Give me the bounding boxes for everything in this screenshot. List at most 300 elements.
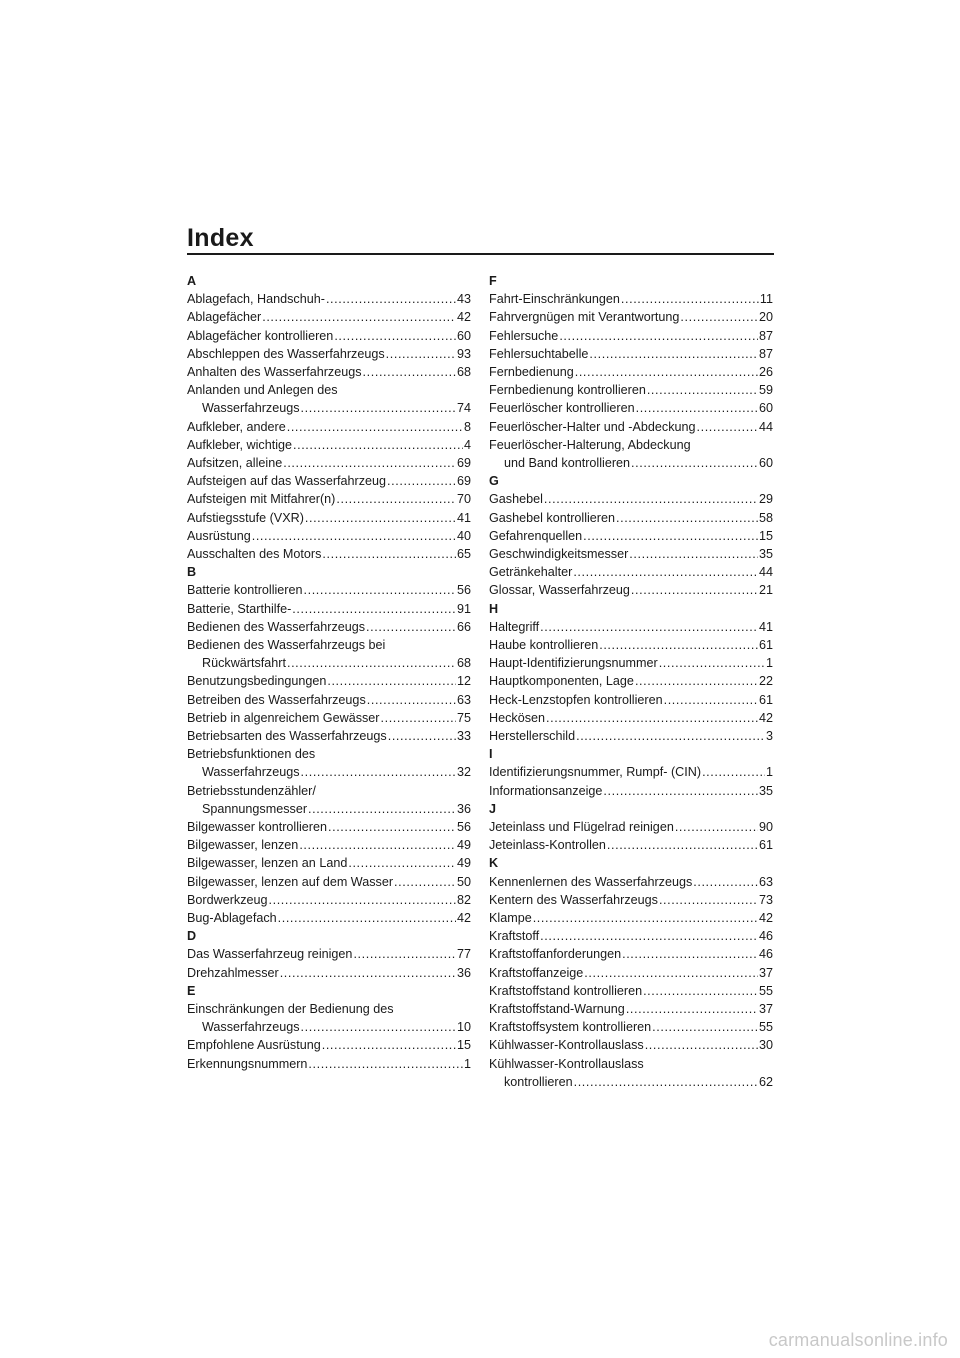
dot-leader: [394, 873, 456, 891]
dot-leader: [262, 308, 456, 326]
index-entry: [187, 1000, 471, 1036]
index-entry-text: Kraftstoffstand-Warnung: [489, 1002, 625, 1017]
index-entry-page: 41: [456, 510, 471, 525]
dot-leader: [589, 345, 758, 363]
index-entry-page: 66: [456, 619, 471, 634]
index-entry-text: Ausrüstung: [187, 528, 251, 543]
index-entry-text: Kraftstoffanforderungen: [489, 947, 622, 962]
dot-leader: [299, 836, 456, 854]
index-letter-heading: F: [489, 274, 497, 288]
dot-leader: [280, 964, 456, 982]
index-entry: [489, 381, 773, 399]
index-entry-page: 22: [758, 674, 773, 689]
index-entry: [489, 1018, 773, 1036]
index-entry-page: 59: [758, 383, 773, 398]
index-entry-page: 73: [758, 892, 773, 907]
index-entry-page: 43: [456, 292, 471, 307]
index-entry-page: 4: [463, 437, 471, 452]
index-entry-text: Batterie kontrollieren: [187, 583, 303, 598]
index-entry-first-line: Kühlwasser-Kontrollauslass: [489, 1056, 644, 1071]
index-entry-page: 36: [456, 801, 471, 816]
index-entry-page: 29: [758, 492, 773, 507]
index-entry: [489, 1055, 773, 1091]
index-entry-first-line: Betriebsstundenzähler/: [187, 783, 316, 798]
index-entry-page: 75: [456, 710, 471, 725]
index-entry-page: 49: [456, 856, 471, 871]
index-entry-page: 56: [456, 820, 471, 835]
index-entry-text: Kühlwasser-Kontrollauslass: [489, 1038, 644, 1053]
index-entry-text: Rückwärtsfahrt: [202, 656, 286, 671]
index-entry-page: 70: [456, 492, 471, 507]
index-entry-text: und Band kontrollieren: [504, 456, 631, 471]
dot-leader: [693, 873, 758, 891]
dot-leader: [308, 800, 456, 818]
index-entry-page: 40: [456, 528, 471, 543]
index-entry-text: Wasserfahrzeugs: [202, 765, 300, 780]
index-entry-text: Fahrt-Einschränkungen: [489, 292, 620, 307]
index-entry: [187, 363, 471, 381]
index-entry: [489, 727, 773, 745]
index-entry: [489, 709, 773, 727]
index-entry: [489, 1000, 773, 1018]
index-entry-text: Betreiben des Wasserfahrzeugs: [187, 692, 366, 707]
index-entry-page: 68: [456, 656, 471, 671]
index-entry-text: Spannungsmesser: [202, 801, 308, 816]
dot-leader: [287, 418, 463, 436]
dot-leader: [322, 545, 456, 563]
index-entry: [489, 345, 773, 363]
index-entry-page: 68: [456, 365, 471, 379]
index-entry: [187, 636, 471, 672]
dot-leader: [702, 763, 765, 781]
index-entry: [187, 418, 471, 436]
dot-leader: [533, 909, 758, 927]
index-entry-text: Geschwindigkeitsmesser: [489, 547, 629, 562]
dot-leader: [283, 454, 456, 472]
index-entry: [187, 308, 471, 326]
index-entry-text: Drehzahlmesser: [187, 965, 279, 980]
dot-leader: [576, 727, 765, 745]
index-entry-page: 55: [758, 1020, 773, 1035]
index-entry-text: Aufkleber, wichtige: [187, 437, 293, 452]
index-entry-page: 15: [758, 528, 773, 543]
index-entry: [187, 964, 471, 982]
index-entry-page: 87: [758, 346, 773, 361]
dot-leader: [573, 563, 758, 581]
dot-leader: [631, 454, 758, 472]
index-entry: [187, 945, 471, 963]
index-entry: [187, 290, 471, 308]
index-entry-text: Kraftstoff: [489, 929, 540, 944]
index-entry-page: 61: [758, 692, 773, 707]
dot-leader: [636, 399, 758, 417]
index-letter-heading: D: [187, 929, 197, 944]
index-entry-page: 42: [456, 911, 471, 926]
index-entry-page: 37: [758, 965, 773, 980]
index-entry-text: Fehlersuchtabelle: [489, 346, 589, 361]
dot-leader: [540, 927, 758, 945]
index-entry-text: Aufkleber, andere: [187, 419, 286, 434]
dot-leader: [621, 290, 759, 308]
index-entry-text: Empfohlene Ausrüstung: [187, 1038, 321, 1053]
index-entry-page: 20: [758, 310, 773, 325]
title-divider: [187, 253, 774, 255]
index-entry: [187, 1036, 471, 1054]
index-entry-text: Jeteinlass und Flügelrad reinigen: [489, 820, 674, 835]
index-entry: [489, 509, 773, 527]
index-entry-page: 87: [758, 328, 773, 343]
index-entry-text: Bug-Ablagefach: [187, 911, 277, 926]
index-entry-page: 41: [758, 619, 773, 634]
index-entry-text: Hauptkomponenten, Lage: [489, 674, 634, 689]
index-entry-text: Fernbedienung: [489, 365, 574, 379]
index-letter-heading: K: [489, 856, 499, 871]
index-entry-text: Feuerlöscher kontrollieren: [489, 401, 635, 416]
dot-leader: [305, 509, 456, 527]
dot-leader: [353, 945, 456, 963]
index-entry-page: 60: [456, 328, 471, 343]
index-entry-page: 35: [758, 783, 773, 798]
index-entry: [489, 490, 773, 508]
index-entry-text: Bilgewasser kontrollieren: [187, 820, 327, 835]
index-entry: [489, 691, 773, 709]
index-entry-text: Erkennungsnummern: [187, 1056, 308, 1071]
index-entry-page: 69: [456, 474, 471, 489]
index-entry-text: Anhalten des Wasserfahrzeugs: [187, 365, 362, 379]
index-entry-page: 42: [758, 710, 773, 725]
index-entry-page: 61: [758, 638, 773, 653]
dot-leader: [599, 636, 758, 654]
index-entry-text: Das Wasserfahrzeug reinigen: [187, 947, 353, 962]
index-entry-text: Feuerlöscher-Halter und -Abdeckung: [489, 419, 696, 434]
index-entry-text: Getränkehalter: [489, 565, 573, 580]
index-entry-page: 46: [758, 947, 773, 962]
dot-leader: [652, 1018, 758, 1036]
index-entry-text: Jeteinlass-Kontrollen: [489, 838, 606, 853]
index-entry: [187, 727, 471, 745]
index-entry-page: 58: [758, 510, 773, 525]
index-entry-page: 44: [758, 419, 773, 434]
dot-leader: [367, 691, 456, 709]
index-entry-page: 3: [765, 729, 773, 744]
dot-leader: [607, 836, 758, 854]
index-entry-page: 93: [456, 346, 471, 361]
index-entry-text: Batterie, Starthilfe-: [187, 601, 292, 616]
index-entry-text: Identifizierungsnummer, Rumpf- (CIN): [489, 765, 702, 780]
dot-leader: [293, 436, 463, 454]
index-entry: [187, 618, 471, 636]
page-title: Index: [187, 224, 254, 252]
index-entry: [489, 891, 773, 909]
index-entry: [489, 654, 773, 672]
index-entry-page: 50: [456, 874, 471, 889]
index-entry-page: 82: [456, 892, 471, 907]
index-letter-heading: B: [187, 565, 197, 580]
index-entry-page: 77: [456, 947, 471, 962]
index-entry-page: 21: [758, 583, 773, 598]
index-entry: [489, 945, 773, 963]
index-entry: [187, 454, 471, 472]
index-entry-text: Aufstiegsstufe (VXR): [187, 510, 304, 525]
index-entry-text: Haupt-Identifizierungsnummer: [489, 656, 658, 671]
index-entry-page: 36: [456, 965, 471, 980]
dot-leader: [326, 290, 456, 308]
index-entry: [187, 672, 471, 690]
index-entry-text: Kennenlernen des Wasserfahrzeugs: [489, 874, 693, 889]
dot-leader: [308, 1055, 463, 1073]
index-entry: [187, 1055, 471, 1073]
dot-leader: [387, 472, 456, 490]
index-entry: [489, 873, 773, 891]
index-entry: [489, 563, 773, 581]
index-entry-page: 35: [758, 547, 773, 562]
index-entry-first-line: Bedienen des Wasserfahrzeugs bei: [187, 638, 386, 653]
index-letter-heading: E: [187, 983, 196, 998]
index-entry-text: Betrieb in algenreichem Gewässer: [187, 710, 380, 725]
index-entry-page: 26: [758, 365, 773, 379]
index-entry-text: Bordwerkzeug: [187, 892, 268, 907]
dot-leader: [322, 1036, 456, 1054]
dot-leader: [675, 818, 758, 836]
index-entry: [489, 636, 773, 654]
index-entry-page: 1: [765, 656, 773, 671]
dot-leader: [269, 891, 456, 909]
index-entry-page: 62: [758, 1074, 773, 1089]
index-entry: [489, 1036, 773, 1054]
index-entry-text: Fehlersuche: [489, 328, 559, 343]
index-entry: [187, 472, 471, 490]
index-entry: [187, 581, 471, 599]
index-entry-text: Aufsteigen mit Mitfahrer(n): [187, 492, 336, 507]
index-entry-page: 33: [456, 729, 471, 744]
index-entry-page: 8: [463, 419, 471, 434]
dot-leader: [546, 709, 758, 727]
dot-leader: [645, 1036, 758, 1054]
dot-leader: [659, 654, 765, 672]
index-entry: [489, 581, 773, 599]
index-letter-heading: A: [187, 274, 197, 288]
dot-leader: [287, 654, 456, 672]
index-entry-page: 10: [456, 1020, 471, 1035]
dot-leader: [697, 418, 758, 436]
index-entry-text: Aufsteigen auf das Wasserfahrzeug: [187, 474, 387, 489]
dot-leader: [301, 1018, 456, 1036]
index-entry-page: 44: [758, 565, 773, 580]
index-entry-text: Glossar, Wasserfahrzeug: [489, 583, 630, 598]
index-entry: [187, 745, 471, 781]
index-entry-text: Kraftstoffsystem kontrollieren: [489, 1020, 652, 1035]
index-entry-text: kontrollieren: [504, 1074, 573, 1089]
dot-leader: [622, 945, 758, 963]
dot-leader: [616, 509, 758, 527]
dot-leader: [544, 490, 758, 508]
dot-leader: [583, 527, 758, 545]
index-entry-page: 65: [456, 547, 471, 562]
dot-leader: [540, 618, 758, 636]
index-letter-heading: J: [489, 801, 497, 816]
index-entry-page: 56: [456, 583, 471, 598]
dot-leader: [680, 308, 758, 326]
dot-leader: [388, 727, 456, 745]
index-entry: [187, 527, 471, 545]
dot-leader: [629, 545, 758, 563]
dot-leader: [381, 709, 456, 727]
dot-leader: [659, 891, 758, 909]
dot-leader: [584, 964, 758, 982]
index-entry-first-line: Betriebsfunktionen des: [187, 747, 316, 762]
dot-leader: [643, 982, 758, 1000]
dot-leader: [301, 763, 456, 781]
index-entry: [187, 600, 471, 618]
dot-leader: [635, 672, 758, 690]
dot-leader: [304, 581, 456, 599]
index-entry-page: 63: [456, 692, 471, 707]
index-entry: [489, 982, 773, 1000]
index-entry: [489, 927, 773, 945]
index-entry-text: Fahrvergnügen mit Verantwortung: [489, 310, 680, 325]
index-letter-heading: G: [489, 474, 499, 489]
dot-leader: [292, 600, 456, 618]
index-entry-page: 63: [758, 874, 773, 889]
index-entry-page: 60: [758, 456, 773, 471]
index-entry: [187, 436, 471, 454]
index-entry-text: Gefahrenquellen: [489, 528, 583, 543]
dot-leader: [334, 327, 456, 345]
index-entry: [187, 691, 471, 709]
index-entry-text: Wasserfahrzeugs: [202, 1020, 300, 1035]
dot-leader: [327, 672, 456, 690]
dot-leader: [252, 527, 456, 545]
dot-leader: [603, 782, 758, 800]
index-entry-text: Bilgewasser, lenzen auf dem Wasser: [187, 874, 394, 889]
index-entry: [489, 327, 773, 345]
index-entry: [187, 854, 471, 872]
index-entry-text: Haube kontrollieren: [489, 638, 599, 653]
index-entry-page: 12: [456, 674, 471, 689]
dot-leader: [386, 345, 456, 363]
index-entry: [489, 818, 773, 836]
index-entry: [187, 909, 471, 927]
index-entry-page: 1: [463, 1056, 471, 1071]
index-entry: [489, 436, 773, 472]
index-entry-page: 60: [758, 401, 773, 416]
index-entry: [489, 418, 773, 436]
dot-leader: [301, 399, 456, 417]
index-entry-first-line: Feuerlöscher-Halterung, Abdeckung: [489, 437, 691, 452]
dot-leader: [278, 909, 456, 927]
index-entry-page: 11: [759, 292, 773, 307]
index-entry: [187, 836, 471, 854]
index-entry-page: 46: [758, 929, 773, 944]
index-entry: [187, 818, 471, 836]
index-entry: [187, 782, 471, 818]
index-entry-text: Benutzungsbedingungen: [187, 674, 327, 689]
index-entry: [489, 964, 773, 982]
dot-leader: [626, 1000, 758, 1018]
index-entry: [489, 782, 773, 800]
index-entry-text: Wasserfahrzeugs: [202, 401, 300, 416]
index-entry-page: 37: [758, 1002, 773, 1017]
index-entry-text: Gashebel kontrollieren: [489, 510, 616, 525]
index-entry-text: Betriebsarten des Wasserfahrzeugs: [187, 729, 387, 744]
dot-leader: [363, 363, 456, 381]
index-entry-text: Ablagefächer kontrollieren: [187, 328, 334, 343]
index-entry-page: 74: [456, 401, 471, 416]
index-entry: [489, 618, 773, 636]
index-entry: [187, 873, 471, 891]
index-entry-text: Bedienen des Wasserfahrzeugs: [187, 619, 366, 634]
dot-leader: [575, 363, 758, 381]
index-entry: [187, 490, 471, 508]
index-entry: [489, 909, 773, 927]
index-entry-first-line: Einschränkungen der Bedienung des: [187, 1002, 394, 1017]
index-entry-page: 1: [765, 765, 773, 780]
index-entry-text: Aufsitzen, alleine: [187, 456, 283, 471]
index-entry-text: Kraftstoffanzeige: [489, 965, 584, 980]
dot-leader: [366, 618, 456, 636]
index-entry-text: Bilgewasser, lenzen: [187, 838, 299, 853]
dot-leader: [336, 490, 456, 508]
index-entry-page: 42: [456, 310, 471, 325]
index-entry-page: 49: [456, 838, 471, 853]
index-entry-page: 30: [758, 1038, 773, 1053]
index-entry-page: 91: [456, 601, 471, 616]
index-entry-first-line: Anlanden und Anlegen des: [187, 383, 338, 398]
index-entry: [187, 891, 471, 909]
dot-leader: [631, 581, 758, 599]
index-entry-page: 61: [758, 838, 773, 853]
index-entry: [489, 363, 773, 381]
index-column-right: [489, 272, 773, 1091]
index-column-left: [187, 272, 471, 1073]
index-entry: [489, 836, 773, 854]
index-entry: [489, 527, 773, 545]
index-entry-page: 55: [758, 983, 773, 998]
dot-leader: [647, 381, 758, 399]
index-entry-text: Herstellerschild: [489, 729, 576, 744]
dot-leader: [328, 818, 456, 836]
index-entry-page: 42: [758, 911, 773, 926]
index-entry-text: Informationsanzeige: [489, 783, 603, 798]
index-entry: [187, 345, 471, 363]
index-entry-text: Heckösen: [489, 710, 546, 725]
index-entry: [489, 308, 773, 326]
index-entry-text: Klampe: [489, 911, 532, 926]
index-entry: [489, 763, 773, 781]
dot-leader: [559, 327, 758, 345]
index-letter-heading: I: [489, 747, 493, 762]
index-entry-text: Gashebel: [489, 492, 543, 507]
index-entry-text: Abschleppen des Wasserfahrzeugs: [187, 346, 385, 361]
index-entry: [187, 381, 471, 417]
watermark: carmanualsonline.info: [768, 1330, 948, 1350]
index-entry-text: Haltegriff: [489, 619, 540, 634]
index-entry-text: Kentern des Wasserfahrzeugs: [489, 892, 658, 907]
index-entry-page: 90: [758, 820, 773, 835]
index-entry: [489, 672, 773, 690]
index-letter-heading: H: [489, 601, 499, 616]
index-entry-text: Fernbedienung kontrollieren: [489, 383, 646, 398]
index-entry-text: Ausschalten des Motors: [187, 547, 322, 562]
dot-leader: [348, 854, 456, 872]
index-entry-text: Ablagefach, Handschuh-: [187, 292, 325, 307]
index-entry: [187, 545, 471, 563]
index-entry: [489, 545, 773, 563]
dot-leader: [664, 691, 758, 709]
index-entry: [489, 399, 773, 417]
index-entry: [187, 509, 471, 527]
index-entry-text: Ablagefächer: [187, 310, 262, 325]
